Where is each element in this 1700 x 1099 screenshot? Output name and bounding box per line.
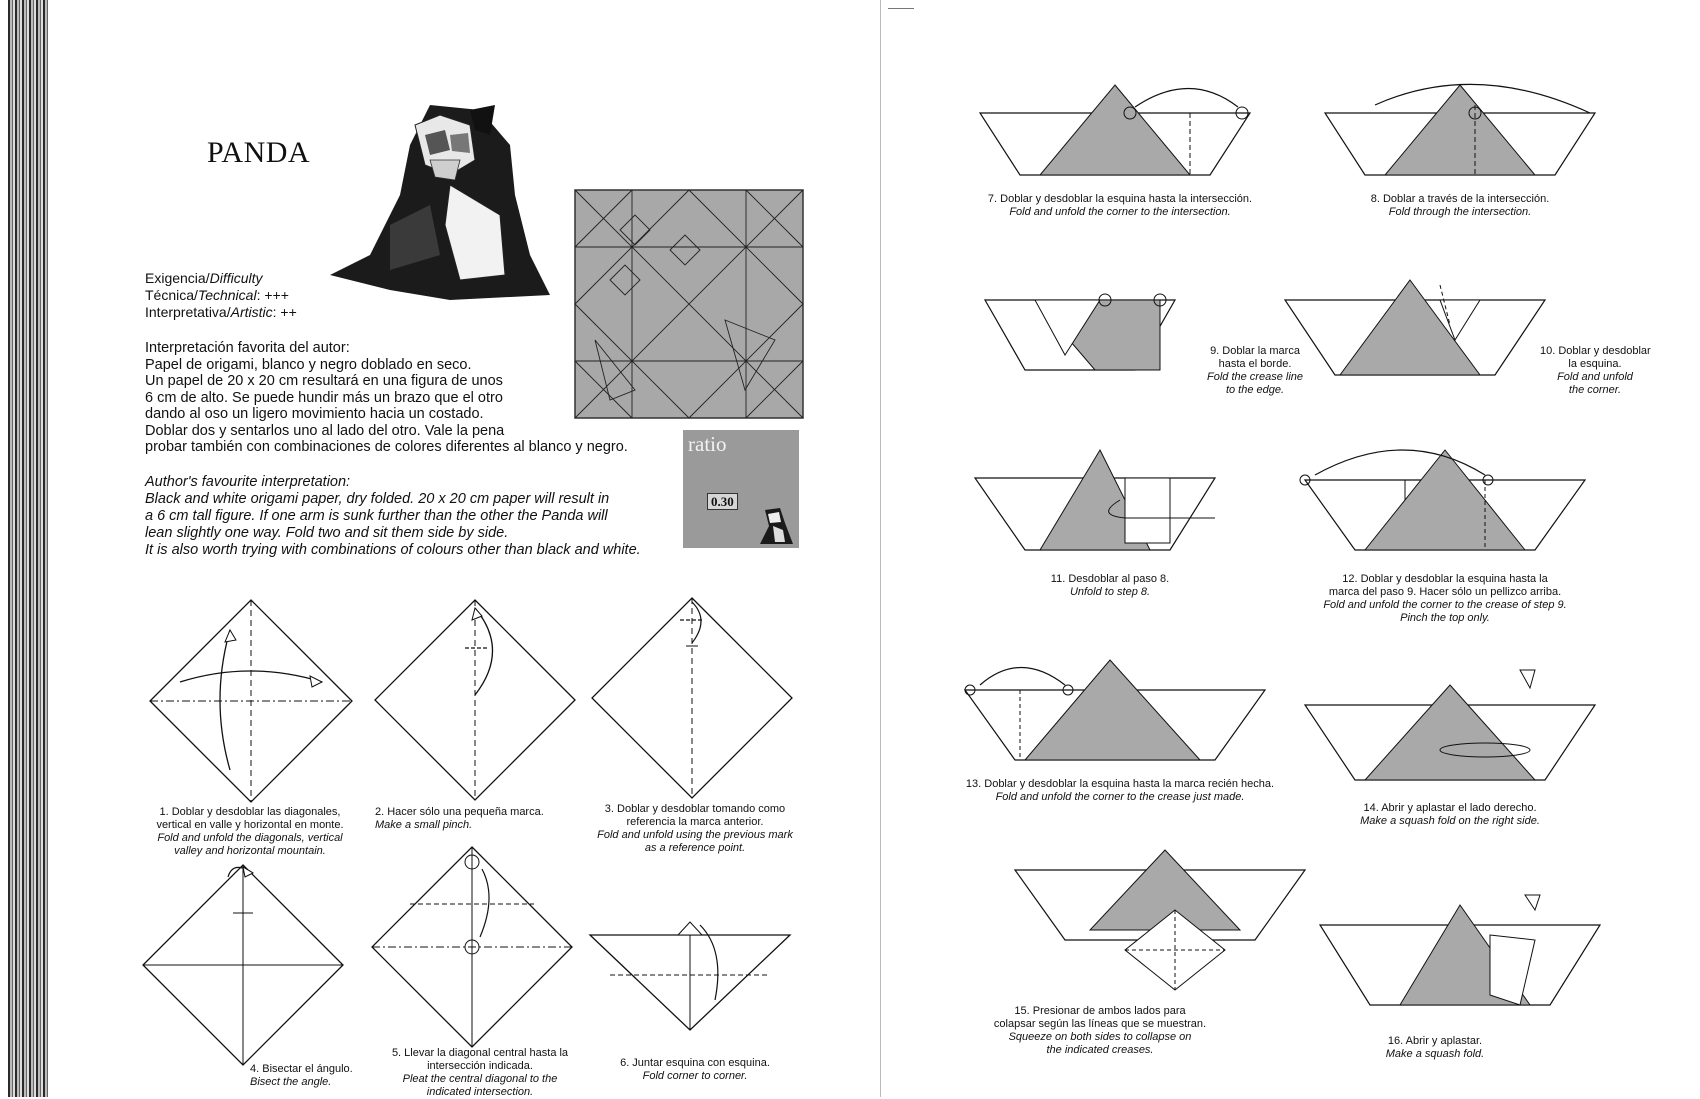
step-11-caption: 11. Desdoblar al paso 8. Unfold to step 8.	[1050, 573, 1170, 598]
right-page	[880, 0, 1700, 1097]
step-12-diagram	[1305, 440, 1585, 550]
step-9-caption: 9. Doblar la marca hasta el borde. Fold the crease line to the edge.	[1207, 345, 1303, 396]
step-6-diagram	[590, 920, 790, 1030]
ratio-panda-thumbnail	[755, 508, 795, 546]
description-english: Author's favourite interpretation: Black and white origami paper, dry folded. 20 x 20 cm paper will result in a 6 cm tall figure. If one arm is sunk further than the other the Panda will lean slightly one way. Fold two and sit them side by side. It is also worth trying with combinations of colours other than black and white.	[145, 474, 641, 558]
step-9-diagram	[985, 295, 1185, 375]
step-5-diagram	[372, 847, 572, 1047]
step-10-caption: 10. Doblar y desdoblar la esquina. Fold and unfold the corner.	[1540, 345, 1651, 396]
step-12-caption: 12. Doblar y desdoblar la esquina hasta la marca del paso 9. Hacer sólo un pellizco arriba. Fold and unfold the corner to the crease of step 9. Pinch the top only.	[1323, 573, 1567, 624]
step-3-caption: 3. Doblar y desdoblar tomando como referencia la marca anterior. Fold and unfold using the previous mark as a reference point.	[597, 803, 793, 854]
step-6-caption: 6. Juntar esquina con esquina. Fold corner to corner.	[620, 1057, 770, 1082]
step-14-caption: 14. Abrir y aplastar el lado derecho. Make a squash fold on the right side.	[1360, 802, 1540, 827]
step-7-diagram	[980, 85, 1250, 175]
step-13-diagram	[965, 650, 1265, 760]
step-1-diagram	[150, 600, 352, 802]
page-title: PANDA	[207, 136, 311, 169]
ratio-value: 0.30	[707, 493, 738, 510]
step-2-caption: 2. Hacer sólo una pequeña marca. Make a small pinch.	[375, 806, 544, 831]
book-spine-edge	[8, 0, 48, 1097]
step-3-diagram	[592, 598, 792, 798]
step-15-diagram	[1015, 840, 1305, 990]
step-4-diagram	[143, 865, 343, 1065]
step-13-caption: 13. Doblar y desdoblar la esquina hasta la marca recién hecha. Fold and unfold the corner to the crease just made.	[965, 778, 1275, 803]
step-2-diagram	[375, 600, 575, 800]
step-4-caption: 4. Bisectar el ángulo. Bisect the angle.	[250, 1063, 353, 1088]
step-7-caption: 7. Doblar y desdoblar la esquina hasta la intersección. Fold and unfold the corner to the intersection.	[987, 193, 1253, 218]
step-15-caption: 15. Presionar de ambos lados para colapsar según las líneas que se muestran. Squeeze on both sides to collapse on the indicated creases.	[993, 1005, 1207, 1056]
step-11-diagram	[975, 450, 1235, 550]
panda-model-photo	[330, 105, 560, 305]
step-16-caption: 16. Abrir y aplastar. Make a squash fold.	[1385, 1035, 1485, 1060]
step-1-caption: 1. Doblar y desdoblar las diagonales, vertical en valle y horizontal en monte. Fold and unfold the diagonals, vertical valley and horizontal mountain.	[156, 806, 344, 857]
step-10-diagram	[1285, 280, 1545, 375]
step-8-caption: 8. Doblar a través de la intersección. Fold through the intersection.	[1370, 193, 1550, 218]
description-spanish: Interpretación favorita del autor: Papel de origami, blanco y negro doblado en seco. Un papel de 20 x 20 cm resultará en una figura de unos 6 cm de alto. Se puede hundir más un brazo que el otro dando al oso un ligero movimiento hacia un costado. Doblar dos y sentarlos uno al lado del otro. Vale la pena probar también con combinaciones de colores diferentes al blanco y negro.	[145, 340, 628, 455]
difficulty-block: Exigencia/Difficulty Técnica/Technical: +++ Interpretativa/Artistic: ++	[145, 270, 297, 320]
step-5-caption: 5. Llevar la diagonal central hasta la intersección indicada. Pleat the central diagonal to the indicated intersection.	[391, 1047, 569, 1098]
ratio-label: ratio	[688, 432, 727, 456]
step-14-diagram	[1305, 670, 1595, 780]
step-16-diagram	[1320, 895, 1600, 1005]
step-8-diagram	[1325, 85, 1595, 175]
